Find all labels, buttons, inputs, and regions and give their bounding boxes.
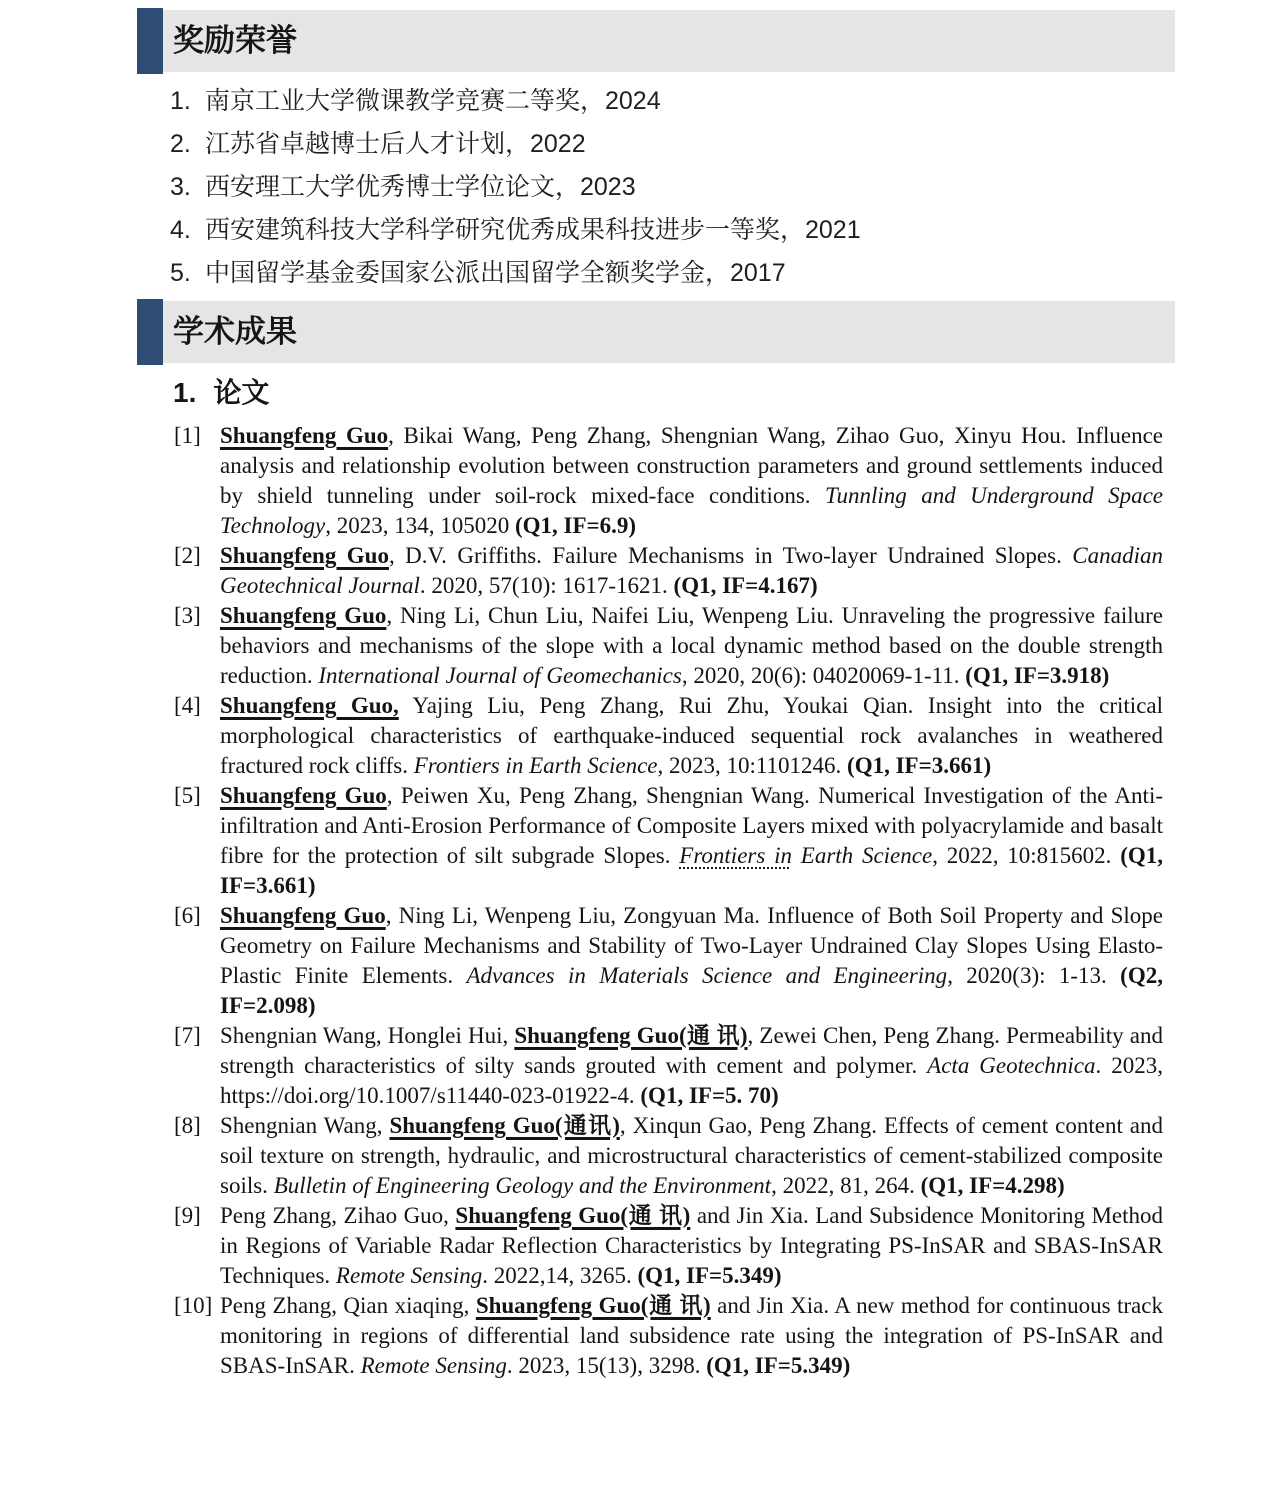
reference-text-segment: (Q1, IF=4.167): [673, 573, 818, 598]
reference-label: [8]: [174, 1113, 201, 1138]
reference-text-segment: , Peiwen Xu, Peng Zhang, Shengnian Wang. Numerical Investigation of the Anti-infiltration and Anti-Erosion Performance of Composite Layers mixed with polyacrylamide and basalt fibre for the protection of silt subgrade Slopes.: [220, 783, 1163, 868]
reference-label: [2]: [174, 543, 201, 568]
reference-item: [174, 1111, 1163, 1201]
reference-text-segment: Bulletin of Engineering Geology and the Environment: [273, 1173, 772, 1198]
reference-item: [174, 781, 1163, 901]
reference-text-segment: Shuangfeng Guo(通讯): [389, 1113, 620, 1138]
reference-label: [1]: [174, 423, 201, 448]
reference-item: [174, 1021, 1163, 1111]
award-list-item: [170, 86, 1175, 116]
reference-text-segment: Shengnian Wang, Honglei Hui,: [220, 1023, 515, 1048]
reference-text-segment: (Q1, IF=6.9): [514, 513, 637, 538]
reference-item: [174, 421, 1163, 541]
section-accent-bar: [137, 299, 163, 365]
award-number: 5.: [170, 259, 191, 287]
reference-text-segment: (Q1, IF=5.349): [637, 1263, 782, 1288]
reference-text-segment: and Jin Xia. Land Subsidence Monitoring Method in Regions of Variable Radar Reflection Characteristics by Integrating PS-InSAR and SBAS-InSAR Techniques.: [220, 1203, 1163, 1288]
awards-header: [137, 10, 1175, 72]
award-number: 2.: [170, 130, 191, 158]
reference-text-segment: Shuangfeng Guo: [220, 603, 387, 628]
reference-text-segment: (Q1, IF=4.298): [920, 1173, 1065, 1198]
reference-text-segment: Acta Geotechnica: [927, 1053, 1096, 1078]
reference-item: [174, 691, 1163, 781]
reference-item: [174, 541, 1163, 601]
reference-item: [174, 1201, 1163, 1291]
reference-text-segment: International Journal of Geomechanics: [318, 663, 682, 688]
reference-text-segment: Shuangfeng Guo: [220, 423, 389, 448]
reference-text-segment: (Q1, IF=5. 70): [640, 1083, 779, 1108]
award-list-item: [170, 129, 1175, 159]
reference-text-segment: , Ning Li, Wenpeng Liu, Zongyuan Ma. Influence of Both Soil Property and Slope Geometry on Failure Mechanisms and Stability of Two-Layer Undrained Clay Slopes Using Elasto-Plastic Finite Elements.: [220, 903, 1163, 988]
papers-subheading: [173, 376, 1175, 409]
award-text: 西安理工大学优秀博士学位论文，2023: [205, 173, 636, 201]
reference-label: [9]: [174, 1203, 201, 1228]
award-text: 南京工业大学微课教学竞赛二等奖，2024: [205, 87, 661, 115]
reference-text-segment: Canadian Geotechnical Journal: [220, 543, 1163, 598]
award-list-item: [170, 215, 1175, 245]
reference-text-segment: Frontiers in: [679, 843, 792, 868]
reference-text-segment: , Zewei Chen, Peng Zhang. Permeability and strength characteristics of silty sands grouted with cement and polymer.: [220, 1023, 1164, 1078]
award-text: 江苏省卓越博士后人才计划，2022: [205, 130, 586, 158]
reference-text-segment: , Ning Li, Chun Liu, Naifei Liu, Wenpeng Liu. Unraveling the progressive failure behaviors and mechanisms of the slope with a local dynamic method based on the double strength reduction.: [220, 603, 1163, 688]
awards-section: [0, 10, 1280, 288]
awards-section-title: 奖励荣誉: [173, 23, 297, 58]
reference-text-segment: Peng Zhang, Zihao Guo,: [220, 1203, 456, 1228]
awards-list: [170, 86, 1175, 288]
reference-text-segment: , 2020, 20(6): 04020069-1-11.: [681, 663, 966, 688]
reference-text-segment: Frontiers in Earth Science: [413, 753, 658, 778]
award-list-item: [170, 172, 1175, 202]
reference-text-segment: , 2023, 134, 105020: [325, 513, 515, 538]
reference-text-segment: Shuangfeng Guo,: [220, 693, 399, 718]
publications-header: [137, 301, 1175, 363]
reference-text-segment: (Q1, IF=3.661): [847, 753, 992, 778]
reference-text-segment: , Bikai Wang, Peng Zhang, Shengnian Wang, Zihao Guo, Xinyu Hou. Influence analysis and relationship evolution between construction parameters and ground settlements induced by shield tunneling under soil-rock mixed-face conditions.: [220, 423, 1163, 508]
reference-text-segment: . 2022,14, 3265.: [482, 1263, 638, 1288]
reference-text-segment: , 2023, 10:1101246.: [657, 753, 848, 778]
publications-section-title: 学术成果: [173, 314, 297, 349]
reference-text-segment: Shengnian Wang,: [220, 1113, 390, 1138]
reference-text-segment: Advances in Materials Science and Engineering: [466, 963, 948, 988]
reference-text-segment: Earth Science: [800, 843, 933, 868]
reference-text-segment: Remote Sensing: [360, 1353, 507, 1378]
reference-text-segment: (Q1, IF=3.661): [220, 843, 1163, 898]
reference-text-segment: (Q1, IF=3.918): [965, 663, 1110, 688]
reference-label: [7]: [174, 1023, 201, 1048]
reference-label: [4]: [174, 693, 201, 718]
reference-label: [3]: [174, 603, 201, 628]
award-number: 3.: [170, 173, 191, 201]
reference-text-segment: Yajing Liu, Peng Zhang, Rui Zhu, Youkai Qian. Insight into the critical morphological characteristics of earthquake-induced sequential rock avalanches in weathered fractured rock cliffs.: [220, 693, 1164, 778]
award-list-item: [170, 258, 1175, 288]
reference-text-segment: . 2020, 57(10): 1617-1621.: [419, 573, 674, 598]
reference-text-segment: Shuangfeng Guo: [220, 543, 389, 568]
award-number: 4.: [170, 216, 191, 244]
reference-label: [10]: [174, 1293, 213, 1318]
reference-text-segment: Peng Zhang, Qian xiaqing,: [220, 1293, 476, 1318]
reference-item: [174, 601, 1163, 691]
reference-item: [174, 901, 1163, 1021]
reference-text-segment: Shuangfeng Guo(通 讯): [475, 1293, 711, 1318]
reference-text-segment: Shuangfeng Guo: [220, 903, 386, 928]
reference-text-segment: Shuangfeng Guo: [220, 783, 387, 808]
reference-text-segment: and Jin Xia. A new method for continuous track monitoring in regions of differential land subsidence rate using the integration of PS-InSAR and SBAS-InSAR.: [220, 1293, 1163, 1378]
reference-label: [6]: [174, 903, 201, 928]
reference-text-segment: Remote Sensing: [335, 1263, 483, 1288]
award-number: 1.: [170, 87, 191, 115]
papers-subheading-number: 1.: [173, 377, 197, 408]
award-text: 中国留学基金委国家公派出国留学全额奖学金，2017: [205, 259, 786, 287]
reference-text-segment: Shuangfeng Guo(通 讯): [455, 1203, 691, 1228]
reference-label: [5]: [174, 783, 201, 808]
reference-text-segment: , 2022, 81, 264.: [771, 1173, 921, 1198]
section-accent-bar: [137, 8, 163, 74]
reference-text-segment: (Q2, IF=2.098): [220, 963, 1163, 1018]
reference-item: [174, 1291, 1163, 1381]
reference-text-segment: Shuangfeng Guo(通 讯): [514, 1023, 748, 1048]
papers-subheading-title: 论文: [213, 377, 270, 408]
reference-text-segment: . 2023, 15(13), 3298.: [506, 1353, 707, 1378]
award-text: 西安建筑科技大学科学研究优秀成果科技进步一等奖，2021: [205, 216, 861, 244]
reference-list: [174, 421, 1163, 1381]
publications-section: [0, 301, 1280, 1381]
reference-text-segment: . 2023, https://doi.org/10.1007/s11440-023-01922-4.: [220, 1053, 1164, 1108]
reference-text-segment: Tunnling and Underground Space Technology: [220, 483, 1163, 538]
reference-text-segment: , D.V. Griffiths. Failure Mechanisms in Two-layer Undrained Slopes.: [388, 543, 1073, 568]
reference-text-segment: , 2022, 10:815602.: [932, 843, 1121, 868]
reference-text-segment: , 2020(3): 1-13.: [947, 963, 1121, 988]
reference-text-segment: , Xinqun Gao, Peng Zhang. Effects of cement content and soil texture on strength, hydraulic, and microstructural characteristics of cement-stabilized composite soils.: [220, 1113, 1164, 1198]
reference-text-segment: [792, 843, 801, 868]
reference-text-segment: (Q1, IF=5.349): [706, 1353, 851, 1378]
